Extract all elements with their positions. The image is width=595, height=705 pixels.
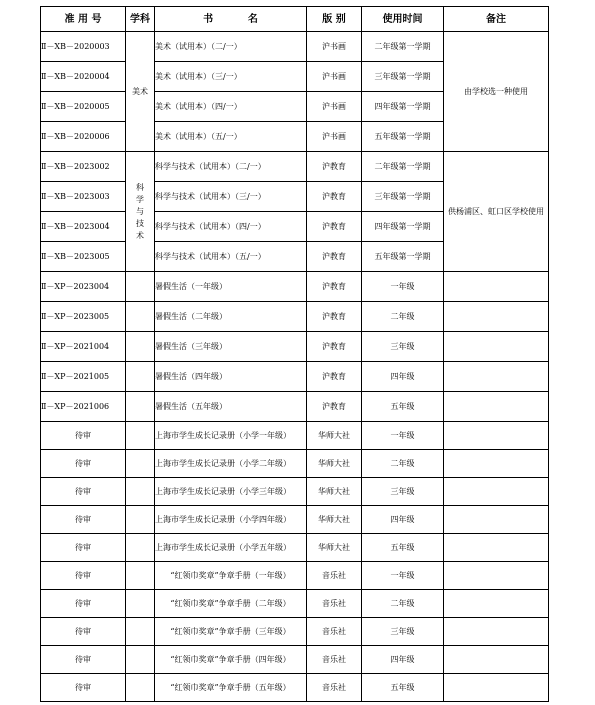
row-title: “红领巾奖章”争章手册（五年级） [155, 674, 307, 702]
row-id: Ⅱ－XP－2021006 [41, 392, 126, 422]
row-period: 三年级第一学期 [362, 182, 444, 212]
row-publisher: 沪教育 [307, 242, 362, 272]
row-title: 美术（试用本）（四/一） [155, 92, 307, 122]
row-publisher: 音乐社 [307, 646, 362, 674]
table-row [41, 450, 549, 478]
subject-science [126, 152, 155, 272]
row-id: Ⅱ－XB－2023003 [41, 182, 126, 212]
row-id: Ⅱ－XB－2020005 [41, 92, 126, 122]
row-subject [126, 362, 155, 392]
row-id: Ⅱ－XB－2020003 [41, 32, 126, 62]
row-note [444, 646, 549, 674]
row-title: 暑假生活（四年级） [155, 362, 307, 392]
textbook-table [40, 6, 549, 702]
row-subject [126, 478, 155, 506]
row-publisher: 音乐社 [307, 562, 362, 590]
row-title: “红领巾奖章”争章手册（四年级） [155, 646, 307, 674]
row-note [444, 392, 549, 422]
row-period: 一年级 [362, 562, 444, 590]
row-publisher: 沪书画 [307, 62, 362, 92]
row-publisher: 沪教育 [307, 152, 362, 182]
row-period: 五年级 [362, 392, 444, 422]
row-title: 上海市学生成长记录册（小学五年级） [155, 534, 307, 562]
row-title: 暑假生活（五年级） [155, 392, 307, 422]
row-id: 待审 [41, 422, 126, 450]
row-title: 科学与技术（试用本）（五/一） [155, 242, 307, 272]
row-subject [126, 562, 155, 590]
row-title: 美术（试用本）（五/一） [155, 122, 307, 152]
row-period: 三年级 [362, 478, 444, 506]
row-subject [126, 534, 155, 562]
row-period: 五年级 [362, 534, 444, 562]
row-publisher: 沪书画 [307, 92, 362, 122]
row-title: 科学与技术（试用本）（四/一） [155, 212, 307, 242]
header-period: 使用时间 [362, 7, 444, 32]
row-title: 暑假生活（一年级） [155, 272, 307, 302]
row-note [444, 590, 549, 618]
row-period: 二年级第一学期 [362, 32, 444, 62]
row-period: 三年级 [362, 332, 444, 362]
row-title: 暑假生活（二年级） [155, 302, 307, 332]
row-subject [126, 332, 155, 362]
row-note [444, 272, 549, 302]
row-publisher: 华师大社 [307, 422, 362, 450]
row-period: 二年级 [362, 450, 444, 478]
row-period: 二年级 [362, 302, 444, 332]
table-row [41, 478, 549, 506]
row-subject [126, 674, 155, 702]
row-id: Ⅱ－XP－2023004 [41, 272, 126, 302]
row-subject [126, 618, 155, 646]
row-period: 四年级第一学期 [362, 92, 444, 122]
note-science: 供杨浦区、虹口区学校使用 [444, 152, 549, 272]
row-publisher: 华师大社 [307, 478, 362, 506]
row-subject [126, 422, 155, 450]
row-subject [126, 590, 155, 618]
row-subject [126, 646, 155, 674]
row-id: 待审 [41, 646, 126, 674]
row-title: 暑假生活（三年级） [155, 332, 307, 362]
row-publisher: 音乐社 [307, 618, 362, 646]
row-publisher: 沪教育 [307, 182, 362, 212]
row-id: Ⅱ－XB－2020006 [41, 122, 126, 152]
header-id: 准 用 号 [41, 7, 126, 32]
row-note [444, 362, 549, 392]
row-note [444, 534, 549, 562]
row-subject [126, 272, 155, 302]
row-id: 待审 [41, 562, 126, 590]
row-title: 科学与技术（试用本）（二/一） [155, 152, 307, 182]
row-publisher: 华师大社 [307, 506, 362, 534]
row-publisher: 华师大社 [307, 534, 362, 562]
row-period: 五年级 [362, 674, 444, 702]
row-publisher: 沪教育 [307, 272, 362, 302]
table-row [41, 590, 549, 618]
row-title: 科学与技术（试用本）（三/一） [155, 182, 307, 212]
row-id: Ⅱ－XP－2021005 [41, 362, 126, 392]
row-publisher: 沪教育 [307, 302, 362, 332]
row-publisher: 沪教育 [307, 362, 362, 392]
row-period: 三年级第一学期 [362, 62, 444, 92]
table-row [41, 32, 549, 62]
row-title: “红领巾奖章”争章手册（二年级） [155, 590, 307, 618]
note-art: 由学校选一种使用 [444, 32, 549, 152]
row-title: 上海市学生成长记录册（小学四年级） [155, 506, 307, 534]
row-period: 一年级 [362, 272, 444, 302]
table-row [41, 302, 549, 332]
row-id: Ⅱ－XB－2023002 [41, 152, 126, 182]
row-title: 上海市学生成长记录册（小学三年级） [155, 478, 307, 506]
row-publisher: 沪教育 [307, 212, 362, 242]
row-id: 待审 [41, 478, 126, 506]
row-subject [126, 450, 155, 478]
row-publisher: 音乐社 [307, 590, 362, 618]
table-row [41, 674, 549, 702]
table-row [41, 562, 549, 590]
row-period: 一年级 [362, 422, 444, 450]
table-row [41, 152, 549, 182]
row-note [444, 618, 549, 646]
header-title: 书 名 [155, 7, 307, 32]
table-row [41, 392, 549, 422]
row-id: Ⅱ－XB－2023005 [41, 242, 126, 272]
row-period: 二年级第一学期 [362, 152, 444, 182]
header-subject: 学科 [126, 7, 155, 32]
row-id: Ⅱ－XP－2023005 [41, 302, 126, 332]
row-id: 待审 [41, 674, 126, 702]
table-row [41, 422, 549, 450]
row-publisher: 沪书画 [307, 32, 362, 62]
row-period: 四年级 [362, 362, 444, 392]
row-note [444, 478, 549, 506]
row-note [444, 562, 549, 590]
row-title: “红领巾奖章”争章手册（一年级） [155, 562, 307, 590]
row-subject [126, 506, 155, 534]
row-publisher: 华师大社 [307, 450, 362, 478]
row-period: 五年级第一学期 [362, 122, 444, 152]
row-note [444, 450, 549, 478]
header-note: 备注 [444, 7, 549, 32]
header-row [41, 7, 549, 32]
table-row [41, 362, 549, 392]
header-publisher: 版 别 [307, 7, 362, 32]
row-publisher: 沪书画 [307, 122, 362, 152]
row-id: Ⅱ－XP－2021004 [41, 332, 126, 362]
row-id: Ⅱ－XB－2023004 [41, 212, 126, 242]
row-id: Ⅱ－XB－2020004 [41, 62, 126, 92]
table-row [41, 506, 549, 534]
row-note [444, 332, 549, 362]
table-row [41, 646, 549, 674]
row-publisher: 音乐社 [307, 674, 362, 702]
row-id: 待审 [41, 618, 126, 646]
row-note [444, 302, 549, 332]
row-title: 美术（试用本）（二/一） [155, 32, 307, 62]
table-row [41, 534, 549, 562]
row-subject [126, 392, 155, 422]
table-row [41, 618, 549, 646]
table-row [41, 332, 549, 362]
row-period: 三年级 [362, 618, 444, 646]
row-publisher: 沪教育 [307, 332, 362, 362]
row-note [444, 506, 549, 534]
row-period: 二年级 [362, 590, 444, 618]
row-title: 上海市学生成长记录册（小学二年级） [155, 450, 307, 478]
row-period: 四年级第一学期 [362, 212, 444, 242]
row-title: “红领巾奖章”争章手册（三年级） [155, 618, 307, 646]
row-id: 待审 [41, 534, 126, 562]
row-note [444, 674, 549, 702]
subject-science-label: 科学与技术 [136, 182, 144, 240]
row-note [444, 422, 549, 450]
row-publisher: 沪教育 [307, 392, 362, 422]
row-title: 上海市学生成长记录册（小学一年级） [155, 422, 307, 450]
row-period: 四年级 [362, 506, 444, 534]
row-title: 美术（试用本）（三/一） [155, 62, 307, 92]
row-id: 待审 [41, 450, 126, 478]
row-subject [126, 302, 155, 332]
row-period: 四年级 [362, 646, 444, 674]
row-id: 待审 [41, 506, 126, 534]
table-row [41, 272, 549, 302]
subject-art: 美术 [126, 32, 155, 152]
row-period: 五年级第一学期 [362, 242, 444, 272]
row-id: 待审 [41, 590, 126, 618]
